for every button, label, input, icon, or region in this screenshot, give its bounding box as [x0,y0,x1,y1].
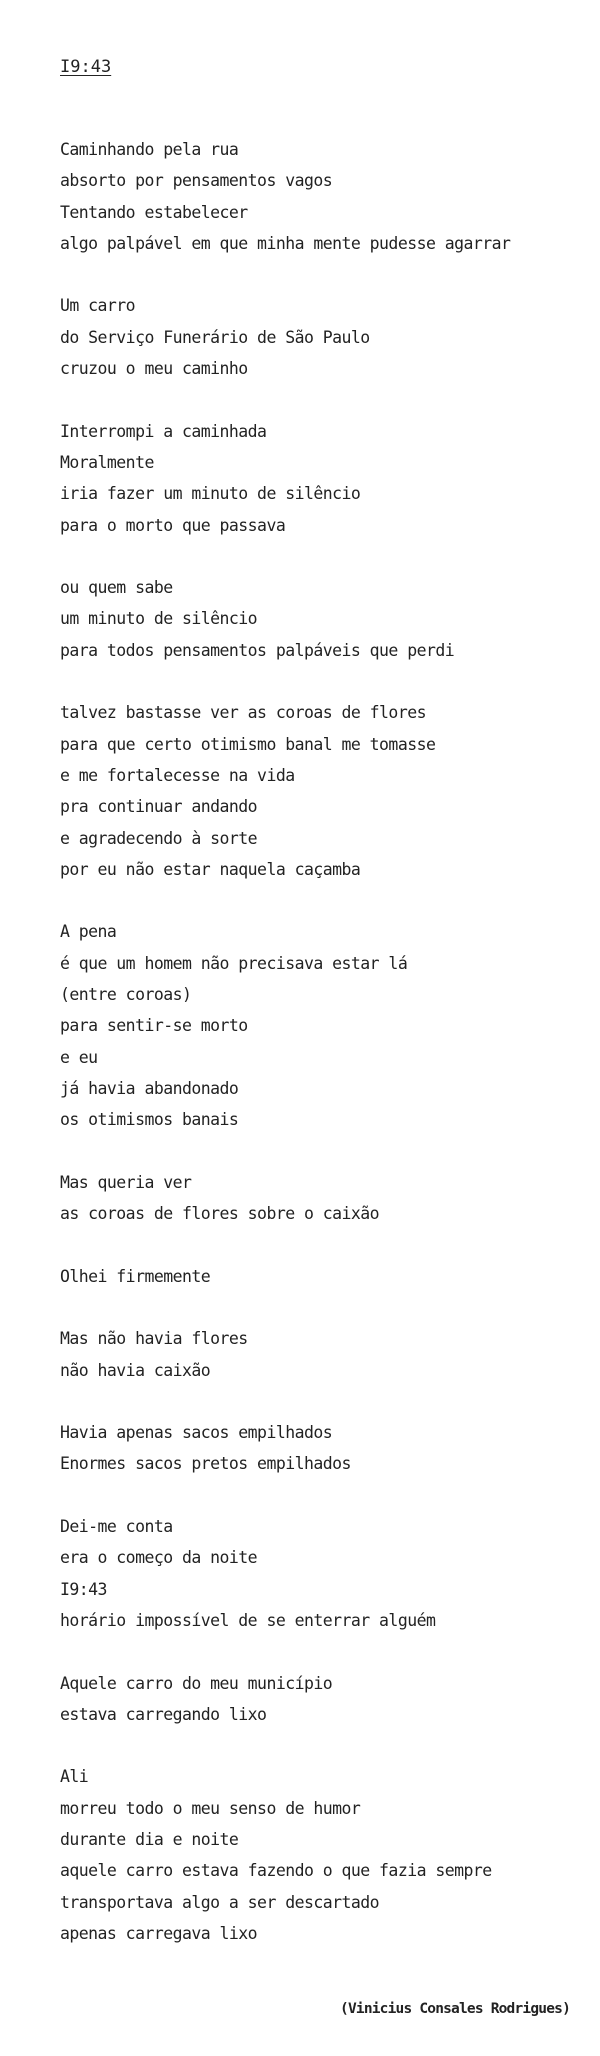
poem-line: Moralmente [60,452,154,472]
stanza [60,1511,580,1636]
stanza [60,1167,580,1230]
poem-line: pra continuar andando [60,797,258,817]
poem-line: morreu todo o meu senso de humor [60,1798,361,1818]
poem-line: era o começo da noite [60,1548,258,1568]
poem-line: os otimismos banais [60,1110,239,1130]
stanza [60,290,580,384]
poem-line: aquele carro estava fazendo o que fazia sempre [60,1861,492,1881]
poem-line: Mas queria ver [60,1172,192,1192]
poem-line: Interrompi a caminhada [60,421,267,441]
poem-line: um minuto de silêncio [60,609,258,629]
poem-line: Mas não havia flores [60,1329,248,1349]
poem-line: do Serviço Funerário de São Paulo [60,327,370,347]
poem-line: algo palpável em que minha mente pudesse agarrar [60,233,511,253]
poem-line: Havia apenas sacos empilhados [60,1423,333,1443]
poem-line: Ali [60,1767,89,1787]
stanza [60,1323,580,1386]
poem-line: apenas carregava lixo [60,1923,258,1943]
poem-title: I9:43 [60,57,112,77]
poem-line: ou quem sabe [60,578,173,598]
poem-line: durante dia e noite [60,1830,239,1850]
poem-line: para sentir-se morto [60,1016,248,1036]
poem-line: I9:43 [60,1579,107,1599]
poem-line: Dei-me conta [60,1517,173,1537]
poem-line: e agradecendo à sorte [60,828,258,848]
poem-line: (entre coroas) [60,985,192,1005]
poem-line: talvez bastasse ver as coroas de flores [60,703,426,723]
stanza [60,1261,580,1292]
poem-line: não havia caixão [60,1360,211,1380]
poem-line: e me fortalecesse na vida [60,765,295,785]
stanza [60,1761,580,1949]
poem-line: já havia abandonado [60,1078,239,1098]
poem-line: transportava algo a ser descartado [60,1892,380,1912]
poem-line: Enormes sacos pretos empilhados [60,1454,351,1474]
poem-line: horário impossível de se enterrar alguém [60,1610,436,1630]
poem-body [60,134,580,1981]
poem-line: para todos pensamentos palpáveis que perdi [60,640,455,660]
poem-line: por eu não estar naquela caçamba [60,859,361,879]
poem-line: A pena [60,922,117,942]
stanza [60,134,580,259]
poem-line: cruzou o meu caminho [60,359,248,379]
poem-line: estava carregando lixo [60,1704,267,1724]
stanza [60,416,580,541]
poem-line: para que certo otimismo banal me tomasse [60,734,436,754]
poem-line: é que um homem não precisava estar lá [60,953,408,973]
stanza [60,1668,580,1731]
poem-line: Tentando estabelecer [60,202,248,222]
poem-line: iria fazer um minuto de silêncio [60,484,361,504]
stanza [60,697,580,885]
stanza [60,1417,580,1480]
poem-line: para o morto que passava [60,515,286,535]
stanza [60,572,580,666]
author-signature: (Vinicius Consales Rodrigues) [340,2001,570,2017]
poem-line: as coroas de flores sobre o caixão [60,1204,380,1224]
poem-line: Um carro [60,296,136,316]
poem-line: Caminhando pela rua [60,140,239,159]
poem-line: absorto por pensamentos vagos [60,171,333,191]
poem-line: Olhei firmemente [60,1266,211,1286]
stanza [60,916,580,1135]
poem-line: e eu [60,1047,98,1067]
poem-line: Aquele carro do meu município [60,1673,333,1693]
